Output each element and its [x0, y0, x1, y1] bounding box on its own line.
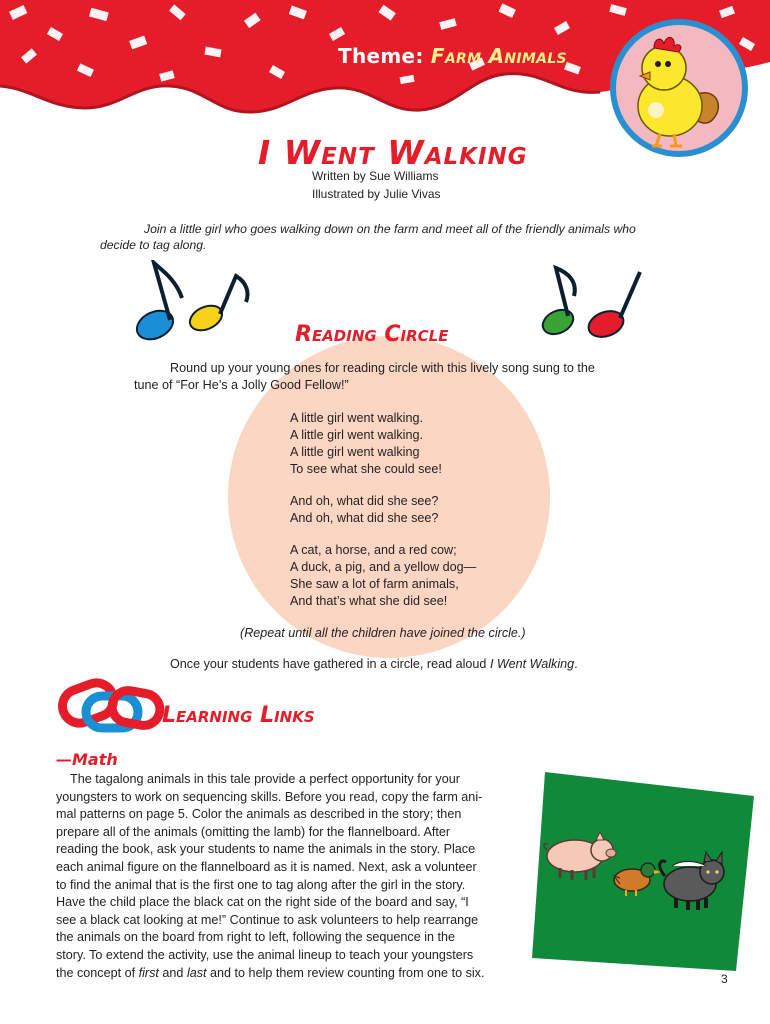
- flannelboard-illustration: [530, 768, 755, 973]
- repeat-note: (Repeat until all the children have joined the circle.): [240, 626, 526, 640]
- page-number: 3: [721, 972, 728, 986]
- green-music-note-icon: [539, 268, 577, 339]
- reading-circle-intro: Round up your young ones for reading circle with this lively song sung to the tune of “For He’s a Jolly Good Fellow!”: [134, 361, 595, 392]
- chick-icon: [604, 18, 754, 158]
- author-line: Written by Sue Williams: [312, 169, 439, 183]
- learning-links-heading: Learning Links: [162, 703, 315, 728]
- book-title: I Went Walking: [258, 133, 528, 172]
- song-verse-3: A cat, a horse, and a red cow; A duck, a pig, and a yellow dog— She saw a lot of farm animals, And that’s what she did see!: [290, 543, 477, 608]
- chain-links-icon: [56, 676, 168, 738]
- closing-text: Once your students have gathered in a circle, read aloud I Went Walking.: [170, 657, 578, 671]
- song-verse-2: And oh, what did she see? And oh, what did she see?: [290, 494, 439, 525]
- reading-circle-heading: Reading Circle: [295, 322, 449, 347]
- illustrator-line: Illustrated by Julie Vivas: [312, 187, 441, 201]
- math-subheading: —Math: [56, 750, 118, 769]
- song-verse-1: A little girl went walking. A little girl went walking. A little girl went walking To see what she could see!: [290, 411, 442, 476]
- book-credits: [312, 167, 441, 203]
- theme-title: Theme: Farm Animals: [338, 44, 567, 68]
- blue-music-note-icon: [132, 263, 182, 345]
- book-intro: Join a little girl who goes walking down on the farm and meet all of the friendly animals who decide to tag along.: [100, 222, 636, 252]
- yellow-music-note-icon: [186, 276, 248, 335]
- math-activity-text: The tagalong animals in this tale provide a perfect opportunity for your youngsters to work on sequencing skills. Before you read, copy the farm ani- mal patterns on page 5. Color the animals as described in the story; then prepare all of the animals (omitting the lamb) for the flannelboard. After reading the book, ask your students to name the animals in the story. Place each animal figure on the flannelboard as it is named. Next, ask a volunteer to find the animal that is the first one to tag along after the girl in the story. Have the child place the black cat on the right side of the board and say, “I see a black cat looking at me!” Continue to ask volunteers to help rearrange the animals on the board from right to left, following the sequence in the story. To extend the activity, use the animal lineup to teach your youngsters the concept of first and last and to help them review counting from one to six.: [56, 772, 485, 980]
- red-music-note-icon: [585, 272, 640, 341]
